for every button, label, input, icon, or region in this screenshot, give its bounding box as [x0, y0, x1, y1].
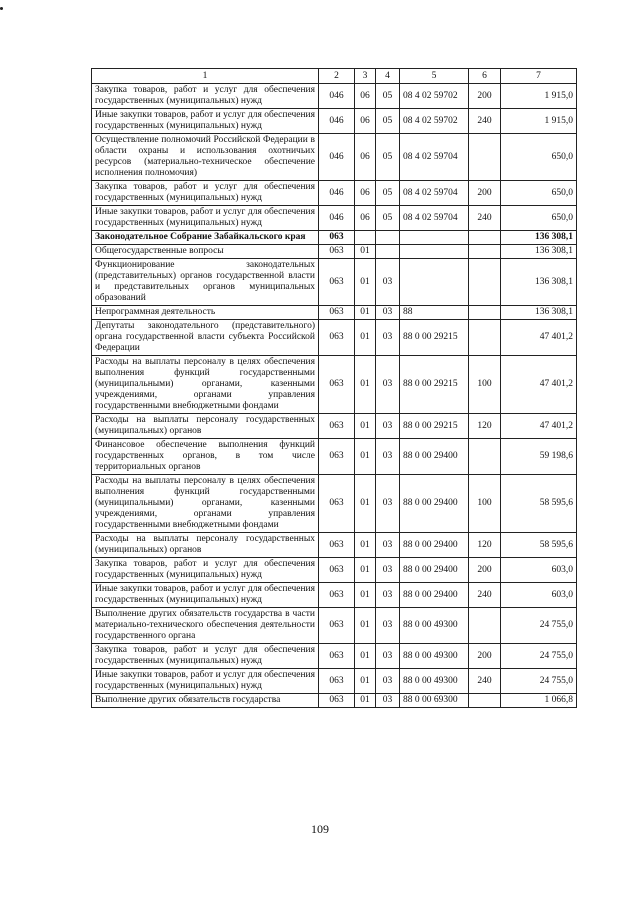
header-cell-2: 2	[319, 69, 355, 84]
row-expense-type-cell: 120	[469, 414, 501, 439]
row-section-cell: 01	[355, 259, 376, 306]
row-target-article-cell: 08 4 02 59704	[400, 206, 469, 231]
row-name-cell: Депутаты законодательного (представительного) органа государственной власти субъекта Российской Федерации	[92, 320, 319, 356]
row-name-cell: Иные закупки товаров, работ и услуг для обеспечения государственных (муниципальных) нужд	[92, 109, 319, 134]
row-subsection-cell: 05	[376, 206, 400, 231]
row-expense-type-cell: 200	[469, 84, 501, 109]
table-row	[92, 644, 577, 669]
row-expense-type-cell: 240	[469, 109, 501, 134]
row-code-cell: 063	[319, 608, 355, 644]
row-amount-cell: 136 308,1	[501, 306, 577, 320]
table-row	[92, 669, 577, 694]
table-row	[92, 583, 577, 608]
row-amount-cell: 650,0	[501, 181, 577, 206]
header-cell-5: 5	[400, 69, 469, 84]
row-name-cell: Законодательное Собрание Забайкальского края	[92, 231, 319, 245]
row-expense-type-cell: 200	[469, 644, 501, 669]
row-name-cell: Иные закупки товаров, работ и услуг для обеспечения государственных (муниципальных) нужд	[92, 669, 319, 694]
row-subsection-cell: 03	[376, 533, 400, 558]
row-target-article-cell	[400, 245, 469, 259]
row-section-cell: 01	[355, 533, 376, 558]
row-amount-cell: 136 308,1	[501, 259, 577, 306]
row-expense-type-cell: 120	[469, 533, 501, 558]
row-subsection-cell: 03	[376, 558, 400, 583]
row-amount-cell: 1 066,8	[501, 694, 577, 708]
row-expense-type-cell	[469, 608, 501, 644]
table-row	[92, 306, 577, 320]
row-target-article-cell: 88 0 00 29215	[400, 320, 469, 356]
header-cell-1: 1	[92, 69, 319, 84]
row-target-article-cell: 88 0 00 29400	[400, 475, 469, 533]
row-code-cell: 046	[319, 181, 355, 206]
row-name-cell: Выполнение других обязательств государства в части материально-технического обеспечения деятельности государственного органа	[92, 608, 319, 644]
row-target-article-cell	[400, 259, 469, 306]
row-name-cell: Финансовое обеспечение выполнения функций государственных органов, в том числе территориальных органов	[92, 439, 319, 475]
row-target-article-cell: 88	[400, 306, 469, 320]
row-amount-cell: 47 401,2	[501, 356, 577, 414]
row-amount-cell: 136 308,1	[501, 245, 577, 259]
row-code-cell: 063	[319, 558, 355, 583]
row-amount-cell: 58 595,6	[501, 475, 577, 533]
row-name-cell: Общегосударственные вопросы	[92, 245, 319, 259]
header-cell-6: 6	[469, 69, 501, 84]
row-target-article-cell: 08 4 02 59702	[400, 84, 469, 109]
row-code-cell: 063	[319, 669, 355, 694]
row-name-cell: Расходы на выплаты персоналу государственных (муниципальных) органов	[92, 533, 319, 558]
row-section-cell	[355, 231, 376, 245]
table-row	[92, 109, 577, 134]
row-name-cell: Расходы на выплаты персоналу в целях обеспечения выполнения функций государственными (муниципальными) органами, казенными учреждениями, органами управления государственными внебюджетными фондами	[92, 356, 319, 414]
row-name-cell: Функционирование законодательных (представительных) органов государственной власти и представительных органов муниципальных образований	[92, 259, 319, 306]
row-section-cell: 01	[355, 558, 376, 583]
row-subsection-cell: 03	[376, 694, 400, 708]
row-amount-cell: 24 755,0	[501, 644, 577, 669]
row-section-cell: 01	[355, 475, 376, 533]
row-name-cell: Иные закупки товаров, работ и услуг для обеспечения государственных (муниципальных) нужд	[92, 583, 319, 608]
table-row	[92, 694, 577, 708]
table-row	[92, 134, 577, 181]
row-target-article-cell: 08 4 02 59702	[400, 109, 469, 134]
row-section-cell: 01	[355, 306, 376, 320]
row-section-cell: 01	[355, 320, 376, 356]
row-section-cell: 01	[355, 669, 376, 694]
row-target-article-cell: 88 0 00 29215	[400, 414, 469, 439]
row-target-article-cell: 88 0 00 29400	[400, 558, 469, 583]
row-name-cell: Осуществление полномочий Российской Федерации в области охраны и использования охотничьих ресурсов (материально-техническое обеспечение исполнения полномочия)	[92, 134, 319, 181]
table-row	[92, 231, 577, 245]
row-code-cell: 063	[319, 694, 355, 708]
row-code-cell: 046	[319, 84, 355, 109]
header-cell-3: 3	[355, 69, 376, 84]
row-target-article-cell: 88 0 00 49300	[400, 669, 469, 694]
row-code-cell: 046	[319, 134, 355, 181]
row-section-cell: 06	[355, 181, 376, 206]
row-amount-cell: 59 198,6	[501, 439, 577, 475]
row-subsection-cell: 03	[376, 259, 400, 306]
row-name-cell: Выполнение других обязательств государства	[92, 694, 319, 708]
table-row	[92, 181, 577, 206]
row-expense-type-cell: 100	[469, 356, 501, 414]
row-code-cell: 063	[319, 414, 355, 439]
row-section-cell: 01	[355, 356, 376, 414]
row-expense-type-cell: 240	[469, 583, 501, 608]
row-section-cell: 01	[355, 694, 376, 708]
row-amount-cell: 650,0	[501, 134, 577, 181]
row-subsection-cell: 03	[376, 583, 400, 608]
row-expense-type-cell	[469, 134, 501, 181]
row-code-cell: 046	[319, 206, 355, 231]
row-expense-type-cell	[469, 439, 501, 475]
header-row	[92, 69, 577, 84]
row-target-article-cell: 08 4 02 59704	[400, 181, 469, 206]
header-cell-4: 4	[376, 69, 400, 84]
row-name-cell: Закупка товаров, работ и услуг для обеспечения государственных (муниципальных) нужд	[92, 181, 319, 206]
row-code-cell: 063	[319, 320, 355, 356]
row-target-article-cell: 88 0 00 29400	[400, 439, 469, 475]
row-subsection-cell: 03	[376, 608, 400, 644]
table-row	[92, 533, 577, 558]
header-cell-7: 7	[501, 69, 577, 84]
row-subsection-cell: 03	[376, 306, 400, 320]
row-code-cell: 063	[319, 583, 355, 608]
page-number: 109	[311, 822, 329, 836]
row-subsection-cell: 03	[376, 320, 400, 356]
row-target-article-cell: 88 0 00 69300	[400, 694, 469, 708]
row-subsection-cell: 03	[376, 439, 400, 475]
row-code-cell: 063	[319, 231, 355, 245]
row-section-cell: 06	[355, 109, 376, 134]
table-row	[92, 206, 577, 231]
row-expense-type-cell	[469, 320, 501, 356]
row-section-cell: 01	[355, 644, 376, 669]
row-target-article-cell	[400, 231, 469, 245]
table-row	[92, 608, 577, 644]
table-row	[92, 558, 577, 583]
row-name-cell: Закупка товаров, работ и услуг для обеспечения государственных (муниципальных) нужд	[92, 558, 319, 583]
row-expense-type-cell	[469, 694, 501, 708]
row-expense-type-cell	[469, 245, 501, 259]
row-code-cell: 063	[319, 439, 355, 475]
row-amount-cell: 603,0	[501, 583, 577, 608]
row-expense-type-cell: 200	[469, 558, 501, 583]
row-subsection-cell	[376, 245, 400, 259]
row-amount-cell: 136 308,1	[501, 231, 577, 245]
table-row	[92, 414, 577, 439]
row-expense-type-cell: 100	[469, 475, 501, 533]
row-subsection-cell: 03	[376, 475, 400, 533]
row-section-cell: 01	[355, 583, 376, 608]
row-subsection-cell: 03	[376, 414, 400, 439]
row-section-cell: 01	[355, 414, 376, 439]
row-code-cell: 063	[319, 533, 355, 558]
table-row	[92, 245, 577, 259]
row-target-article-cell: 88 0 00 29400	[400, 583, 469, 608]
row-subsection-cell: 05	[376, 181, 400, 206]
row-target-article-cell: 88 0 00 29400	[400, 533, 469, 558]
row-subsection-cell	[376, 231, 400, 245]
row-subsection-cell: 05	[376, 84, 400, 109]
row-amount-cell: 58 595,6	[501, 533, 577, 558]
table-row	[92, 259, 577, 306]
row-name-cell: Расходы на выплаты персоналу в целях обеспечения выполнения функций государственными (муниципальными) органами, казенными учреждениями, органами управления государственными внебюджетными фондами	[92, 475, 319, 533]
row-code-cell: 063	[319, 245, 355, 259]
row-amount-cell: 24 755,0	[501, 669, 577, 694]
row-name-cell: Закупка товаров, работ и услуг для обеспечения государственных (муниципальных) нужд	[92, 84, 319, 109]
table-row	[92, 84, 577, 109]
row-expense-type-cell: 240	[469, 669, 501, 694]
table-row	[92, 475, 577, 533]
row-code-cell: 063	[319, 306, 355, 320]
row-amount-cell: 47 401,2	[501, 320, 577, 356]
row-subsection-cell: 03	[376, 356, 400, 414]
row-target-article-cell: 08 4 02 59704	[400, 134, 469, 181]
row-name-cell: Расходы на выплаты персоналу государственных (муниципальных) органов	[92, 414, 319, 439]
row-code-cell: 063	[319, 644, 355, 669]
row-section-cell: 06	[355, 84, 376, 109]
row-amount-cell: 24 755,0	[501, 608, 577, 644]
row-subsection-cell: 03	[376, 644, 400, 669]
row-expense-type-cell	[469, 306, 501, 320]
scan-speck	[0, 7, 3, 10]
row-expense-type-cell	[469, 259, 501, 306]
row-section-cell: 06	[355, 134, 376, 181]
row-code-cell: 046	[319, 109, 355, 134]
row-amount-cell: 603,0	[501, 558, 577, 583]
row-subsection-cell: 03	[376, 669, 400, 694]
row-name-cell: Непрограммная деятельность	[92, 306, 319, 320]
row-amount-cell: 1 915,0	[501, 84, 577, 109]
row-name-cell: Иные закупки товаров, работ и услуг для обеспечения государственных (муниципальных) нужд	[92, 206, 319, 231]
row-section-cell: 01	[355, 439, 376, 475]
row-expense-type-cell: 240	[469, 206, 501, 231]
row-code-cell: 063	[319, 475, 355, 533]
row-expense-type-cell: 200	[469, 181, 501, 206]
row-subsection-cell: 05	[376, 109, 400, 134]
row-code-cell: 063	[319, 356, 355, 414]
row-name-cell: Закупка товаров, работ и услуг для обеспечения государственных (муниципальных) нужд	[92, 644, 319, 669]
row-expense-type-cell	[469, 231, 501, 245]
row-amount-cell: 650,0	[501, 206, 577, 231]
row-target-article-cell: 88 0 00 49300	[400, 608, 469, 644]
row-amount-cell: 1 915,0	[501, 109, 577, 134]
row-target-article-cell: 88 0 00 49300	[400, 644, 469, 669]
row-target-article-cell: 88 0 00 29215	[400, 356, 469, 414]
table-body	[92, 69, 577, 708]
budget-table	[91, 68, 577, 708]
row-section-cell: 01	[355, 608, 376, 644]
row-subsection-cell: 05	[376, 134, 400, 181]
row-code-cell: 063	[319, 259, 355, 306]
row-section-cell: 06	[355, 206, 376, 231]
row-amount-cell: 47 401,2	[501, 414, 577, 439]
table-row	[92, 320, 577, 356]
table-row	[92, 439, 577, 475]
row-section-cell: 01	[355, 245, 376, 259]
table-row	[92, 356, 577, 414]
